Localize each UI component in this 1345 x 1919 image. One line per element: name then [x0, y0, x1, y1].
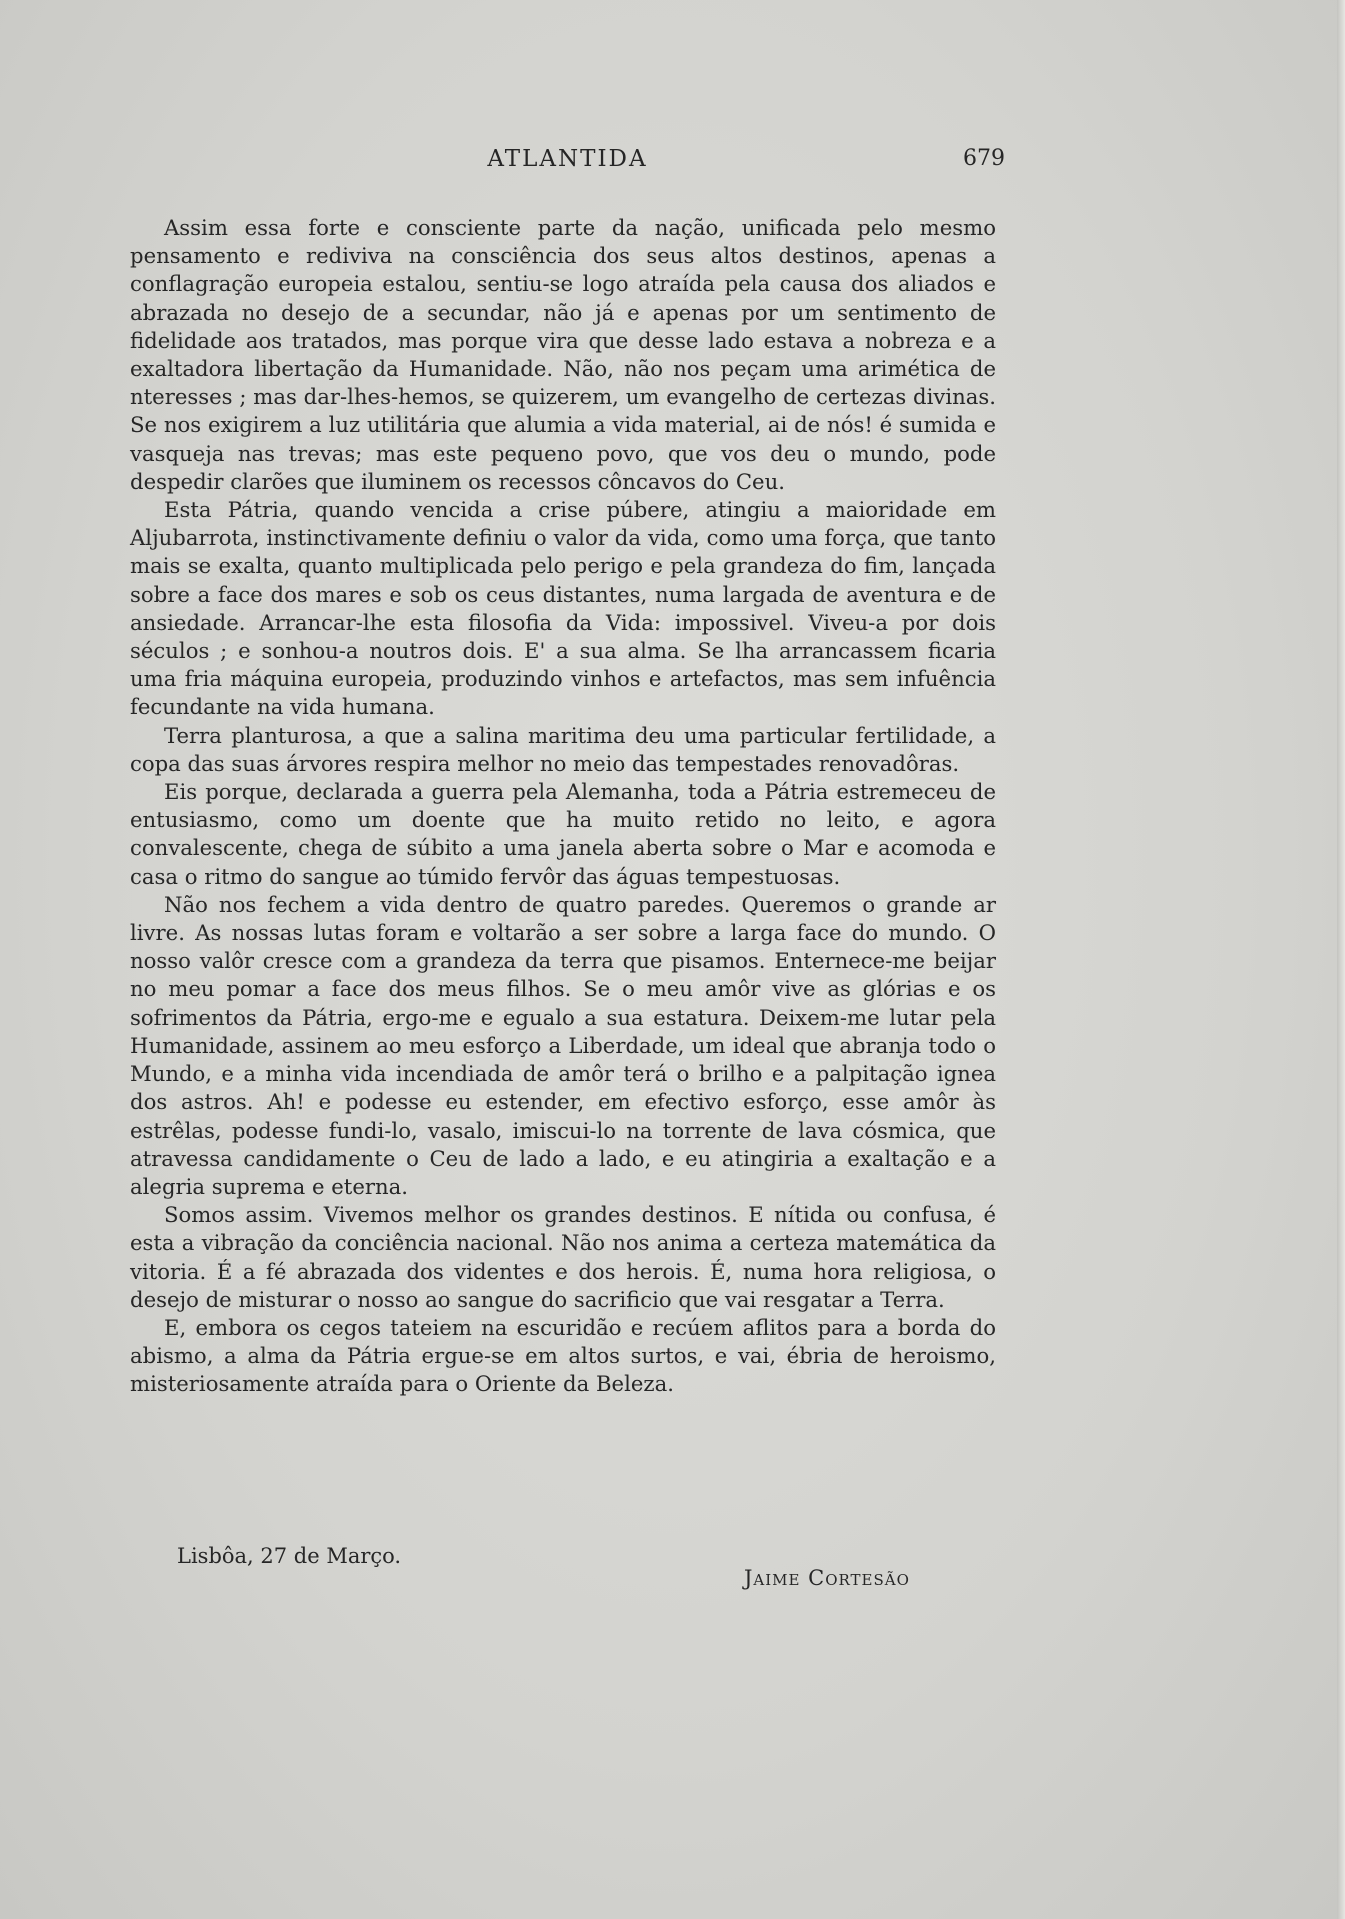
author-signature: Jaime Cortesão — [744, 1566, 910, 1590]
closing-block — [130, 1544, 996, 1604]
paragraph: Não nos fechem a vida dentro de quatro paredes. Queremos o grande ar livre. As nossas lutas foram e voltarão a ser sobre a larga face do mundo. O nosso valôr cresce com a grandeza da terra que pisamos. Enternece-me beijar no meu pomar a face dos meus filhos. Se o meu amôr vive as glórias e os sofrimentos da Pátria, ergo-me e egualo a sua estatura. Deixem-me lutar pela Humanidade, assinem ao meu esforço a Liberdade, um ideal que abranja todo o Mundo, e a minha vida incendiada de amôr terá o brilho e a palpitação ignea dos astros. Ah! e podesse eu estender, em efectivo esforço, esse amôr às estrêlas, podesse fundi-lo, vasalo, imiscui-lo na torrente de lava cósmica, que atravessa candidamente o Ceu de lado a lado, e eu atingiria a exaltação e a alegria suprema e eterna. — [130, 891, 996, 1199]
paragraph: Assim essa forte e consciente parte da nação, unificada pelo mesmo pensamento e rediviva na consciência dos seus altos destinos, apenas a conflagração europeia estalou, sentiu-se logo atraída pela causa dos aliados e abrazada no desejo de a secundar, não já e apenas por um sentimento de fidelidade aos tratados, mas porque vira que desse lado estava a nobreza e a exaltadora libertação da Humanidade. Não, não nos peçam uma arimética de nteresses ; mas dar-lhes-hemos, se quizerem, um evangelho de certezas divinas. Se nos exigirem a luz utilitária que alumia a vida material, ai de nós! é sumida e vasqueja nas trevas; mas este pequeno povo, que vos deu o mundo, pode despedir clarões que iluminem os recessos côncavos do Ceu. — [130, 215, 996, 494]
place-date: Lisbôa, 27 de Março. — [177, 1544, 402, 1568]
paragraph: E, embora os cegos tateiem na escuridão e recúem aflitos para a borda do abismo, a alma da Pátria ergue-se em altos surtos, e vai, ébria de heroismo, misteriosamente atraída para o Oriente da Beleza. — [130, 1314, 996, 1397]
page-edge — [1337, 0, 1345, 1919]
running-head-title: ATLANTIDA — [487, 146, 648, 172]
page-number: 679 — [963, 146, 1005, 171]
paragraph: Somos assim. Vivemos melhor os grandes destinos. E nítida ou confusa, é esta a vibração da conciência nacional. Não nos anima a certeza matemática da vitoria. É a fé abrazada dos videntes e dos herois. É, numa hora religiosa, o desejo de misturar o nosso ao sangue do sacrificio que vai resgatar a Terra. — [130, 1202, 996, 1312]
paragraph: Terra planturosa, a que a salina maritima deu uma particular fertilidade, a copa das suas árvores respira melhor no meio das tempestades renovadôras. — [130, 722, 996, 776]
running-head — [130, 140, 1005, 180]
paragraph: Esta Pátria, quando vencida a crise púbere, atingiu a maioridade em Aljubarrota, instinctivamente definiu o valor da vida, como uma força, que tanto mais se exalta, quanto multiplicada pelo perigo e pela grandeza do fim, lançada sobre a face dos mares e sob os ceus distantes, numa largada de aventura e de ansiedade. Arrancar-lhe esta filosofia da Vida: impossivel. Viveu-a por dois séculos ; e sonhou-a noutros dois. E' a sua alma. Se lha arrancassem ficaria uma fria máquina europeia, produzindo vinhos e artefactos, mas sem infuência fecundante na vida humana. — [130, 497, 996, 720]
paragraph: Eis porque, declarada a guerra pela Alemanha, toda a Pátria estremeceu de entusiasmo, como um doente que ha muito retido no leito, e agora convalescente, chega de súbito a uma janela aberta sobre o Mar e acomoda e casa o ritmo do sangue ao túmido fervôr das águas tempestuosas. — [130, 779, 996, 889]
article-body — [130, 214, 996, 1399]
